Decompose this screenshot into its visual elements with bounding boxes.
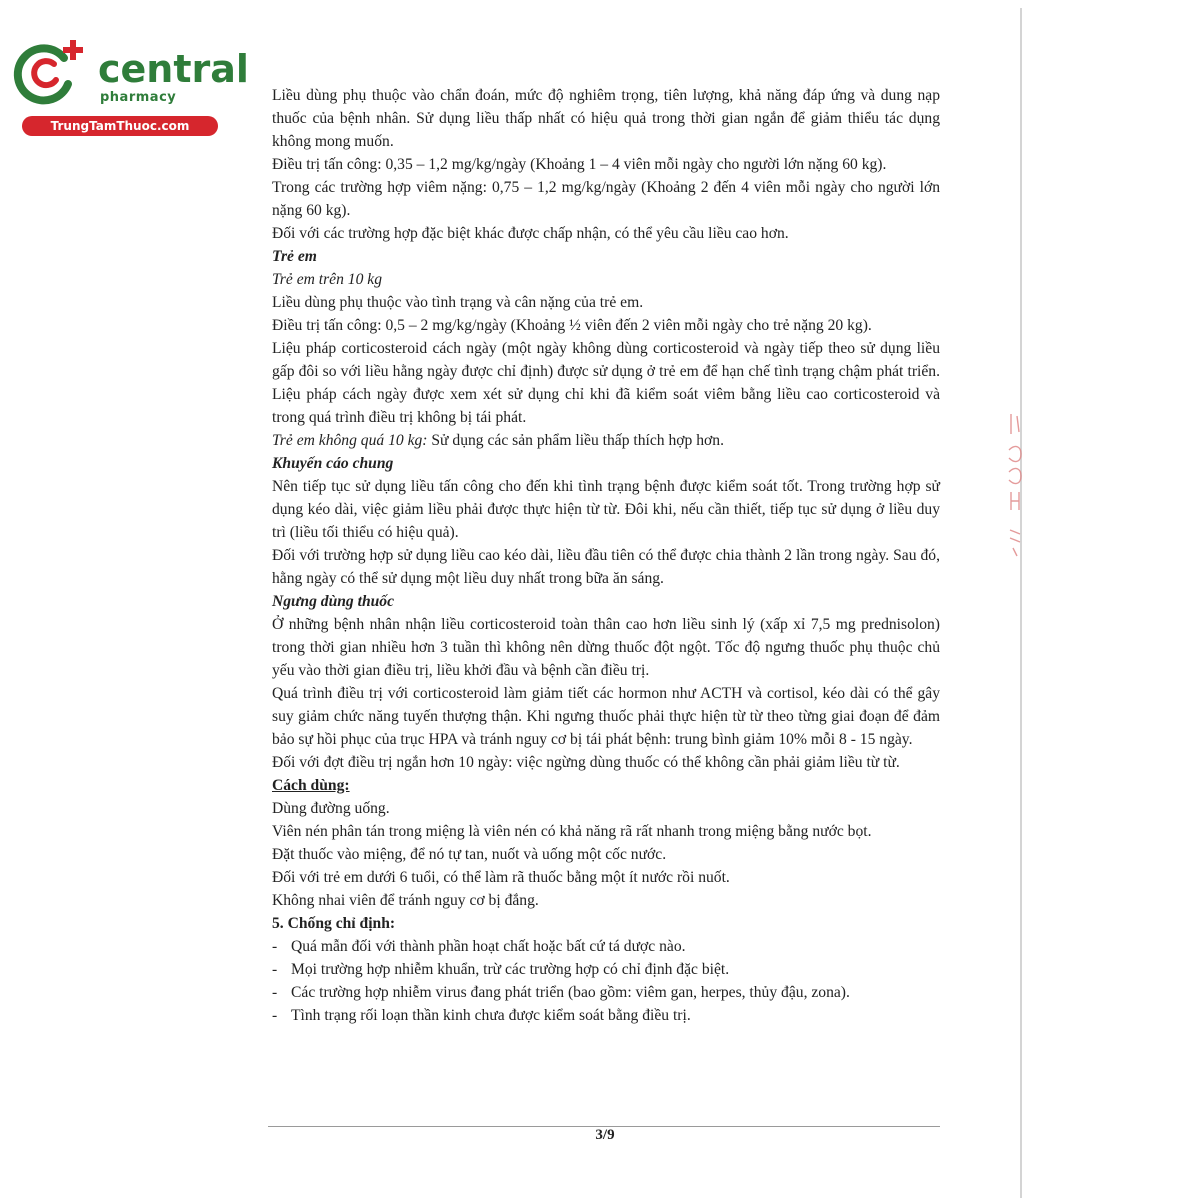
paragraph: Liều dùng phụ thuộc vào tình trạng và cân nặng của trẻ em. bbox=[272, 294, 644, 311]
logo-brand: central bbox=[98, 47, 249, 91]
children-over10-heading: Trẻ em trên 10 kg bbox=[272, 271, 383, 288]
general-heading: Khuyến cáo chung bbox=[272, 455, 394, 472]
contraindications-list bbox=[272, 935, 940, 1027]
paragraph: Đối với trường hợp sử dụng liều cao kéo dài, liều đầu tiên có thể được chia thành 2 lần trong ngày. Sau đó, hằng ngày có thể sử dụng một liều duy nhất trong bữa ăn sáng. bbox=[272, 547, 940, 587]
list-item-text: Mọi trường hợp nhiễm khuẩn, trừ các trường hợp có chỉ định đặc biệt. bbox=[291, 961, 730, 978]
list-item: - Các trường hợp nhiễm virus đang phát triển (bao gồm: viêm gan, herpes, thủy đậu, zona). bbox=[272, 984, 850, 1001]
children-under10-text: Sử dụng các sản phẩm liều thấp thích hợp hơn. bbox=[427, 432, 724, 449]
paragraph: Đặt thuốc vào miệng, để nó tự tan, nuốt và uống một cốc nước. bbox=[272, 846, 667, 863]
stopping-heading: Ngưng dùng thuốc bbox=[272, 593, 395, 610]
list-item: - Mọi trường hợp nhiễm khuẩn, trừ các trường hợp có chỉ định đặc biệt. bbox=[272, 961, 730, 978]
children-under10-paragraph bbox=[272, 429, 940, 452]
paragraph: Liệu pháp corticosteroid cách ngày (một ngày không dùng corticosteroid và ngày tiếp theo sử dụng liều gấp đôi so với liều hằng ngày được chỉ định) được sử dụng ở trẻ em để hạn chế tình trạng chậm phát triển. Liệu pháp cách ngày được xem xét sử dụng chỉ khi đã kiểm soát viêm bằng liều cao corticosteroid và trong quá trình điều trị không bị tái phát. bbox=[272, 340, 940, 426]
children-under10-label: Trẻ em không quá 10 kg: bbox=[272, 432, 428, 449]
page-edge bbox=[1020, 8, 1022, 1198]
paragraph: Điều trị tấn công: 0,35 – 1,2 mg/kg/ngày (Khoảng 1 – 4 viên mỗi ngày cho người lớn nặng 60 kg). bbox=[272, 156, 887, 173]
list-item: - Tình trạng rối loạn thần kinh chưa được kiểm soát bằng điều trị. bbox=[272, 1007, 691, 1024]
central-pharmacy-logo[interactable] bbox=[10, 36, 249, 136]
paragraph: Điều trị tấn công: 0,5 – 2 mg/kg/ngày (Khoảng ½ viên đến 2 viên mỗi ngày cho trẻ nặng 20 kg). bbox=[272, 317, 872, 334]
list-item-text: Tình trạng rối loạn thần kinh chưa được kiểm soát bằng điều trị. bbox=[291, 1007, 691, 1024]
paragraph: Dùng đường uống. bbox=[272, 800, 390, 817]
paragraph: Viên nén phân tán trong miệng là viên nén có khả năng rã rất nhanh trong miệng bằng nước bọt. bbox=[272, 823, 872, 840]
pharmacy-logo-icon bbox=[10, 36, 90, 106]
paragraph: Quá trình điều trị với corticosteroid làm giảm tiết các hormon như ACTH và cortisol, kéo dài có thể gây suy giảm chức năng tuyến thượng thận. Khi ngưng thuốc phải thực hiện từ từ theo từng giai đoạn để đảm bảo sự hồi phục của trục HPA và tránh nguy cơ bị tái phát bệnh: trung bình giảm 10% mỗi 8 - 15 ngày. bbox=[272, 685, 940, 748]
paragraph: Đối với trẻ em dưới 6 tuổi, có thể làm rã thuốc bằng một ít nước rồi nuốt. bbox=[272, 869, 730, 886]
paragraph: Đối với các trường hợp đặc biệt khác được chấp nhận, có thể yêu cầu liều cao hơn. bbox=[272, 225, 789, 242]
list-item-text: Quá mẫn đối với thành phần hoạt chất hoặc bất cứ tá dược nào. bbox=[291, 938, 686, 955]
paragraph: Ở những bệnh nhân nhận liều corticosteroid toàn thân cao hơn liều sinh lý (xấp xỉ 7,5 mg prednisolon) trong thời gian nhiều hơn 3 tuần thì không nên dừng thuốc đột ngột. Tốc độ ngưng thuốc phụ thuộc chủ yếu vào thời gian điều trị, liều khởi đầu và bệnh cần điều trị. bbox=[272, 616, 940, 679]
children-heading: Trẻ em bbox=[272, 248, 317, 265]
list-item: - Quá mẫn đối với thành phần hoạt chất hoặc bất cứ tá dược nào. bbox=[272, 938, 686, 955]
paragraph: Nên tiếp tục sử dụng liều tấn công cho đến khi tình trạng bệnh được kiểm soát tốt. Trong trường hợp sử dụng kéo dài, việc giảm liều phải được thực hiện từ từ. Đôi khi, nếu cần thiết, tiếp tục sử dụng ở liều duy trì (liều tối thiểu có hiệu quả). bbox=[272, 478, 940, 541]
stamp-fragment bbox=[1003, 410, 1029, 560]
logo-website[interactable]: TrungTamThuoc.com bbox=[22, 116, 218, 136]
paragraph: Trong các trường hợp viêm nặng: 0,75 – 1,2 mg/kg/ngày (Khoảng 2 đến 4 viên mỗi ngày cho người lớn nặng 60 kg). bbox=[272, 179, 940, 219]
paragraph: Đối với đợt điều trị ngắn hơn 10 ngày: việc ngừng dùng thuốc có thể không cần phải giảm liều từ từ. bbox=[272, 754, 900, 771]
list-item-text: Các trường hợp nhiễm virus đang phát triển (bao gồm: viêm gan, herpes, thủy đậu, zona). bbox=[291, 984, 850, 1001]
page-number: 3/9 bbox=[595, 1127, 615, 1143]
document-body bbox=[272, 84, 940, 1027]
paragraph: Không nhai viên để tránh nguy cơ bị đắng. bbox=[272, 892, 539, 909]
paragraph: Liều dùng phụ thuộc vào chẩn đoán, mức độ nghiêm trọng, tiên lượng, khả năng đáp ứng và dung nạp thuốc của bệnh nhân. Sử dụng liều thấp nhất có hiệu quả trong thời gian ngắn để giảm thiểu tác dụng không mong muốn. bbox=[272, 87, 940, 150]
logo-tagline: pharmacy bbox=[100, 90, 177, 105]
usage-heading: Cách dùng: bbox=[272, 777, 350, 794]
contraindications-heading: 5. Chống chỉ định: bbox=[272, 915, 396, 932]
